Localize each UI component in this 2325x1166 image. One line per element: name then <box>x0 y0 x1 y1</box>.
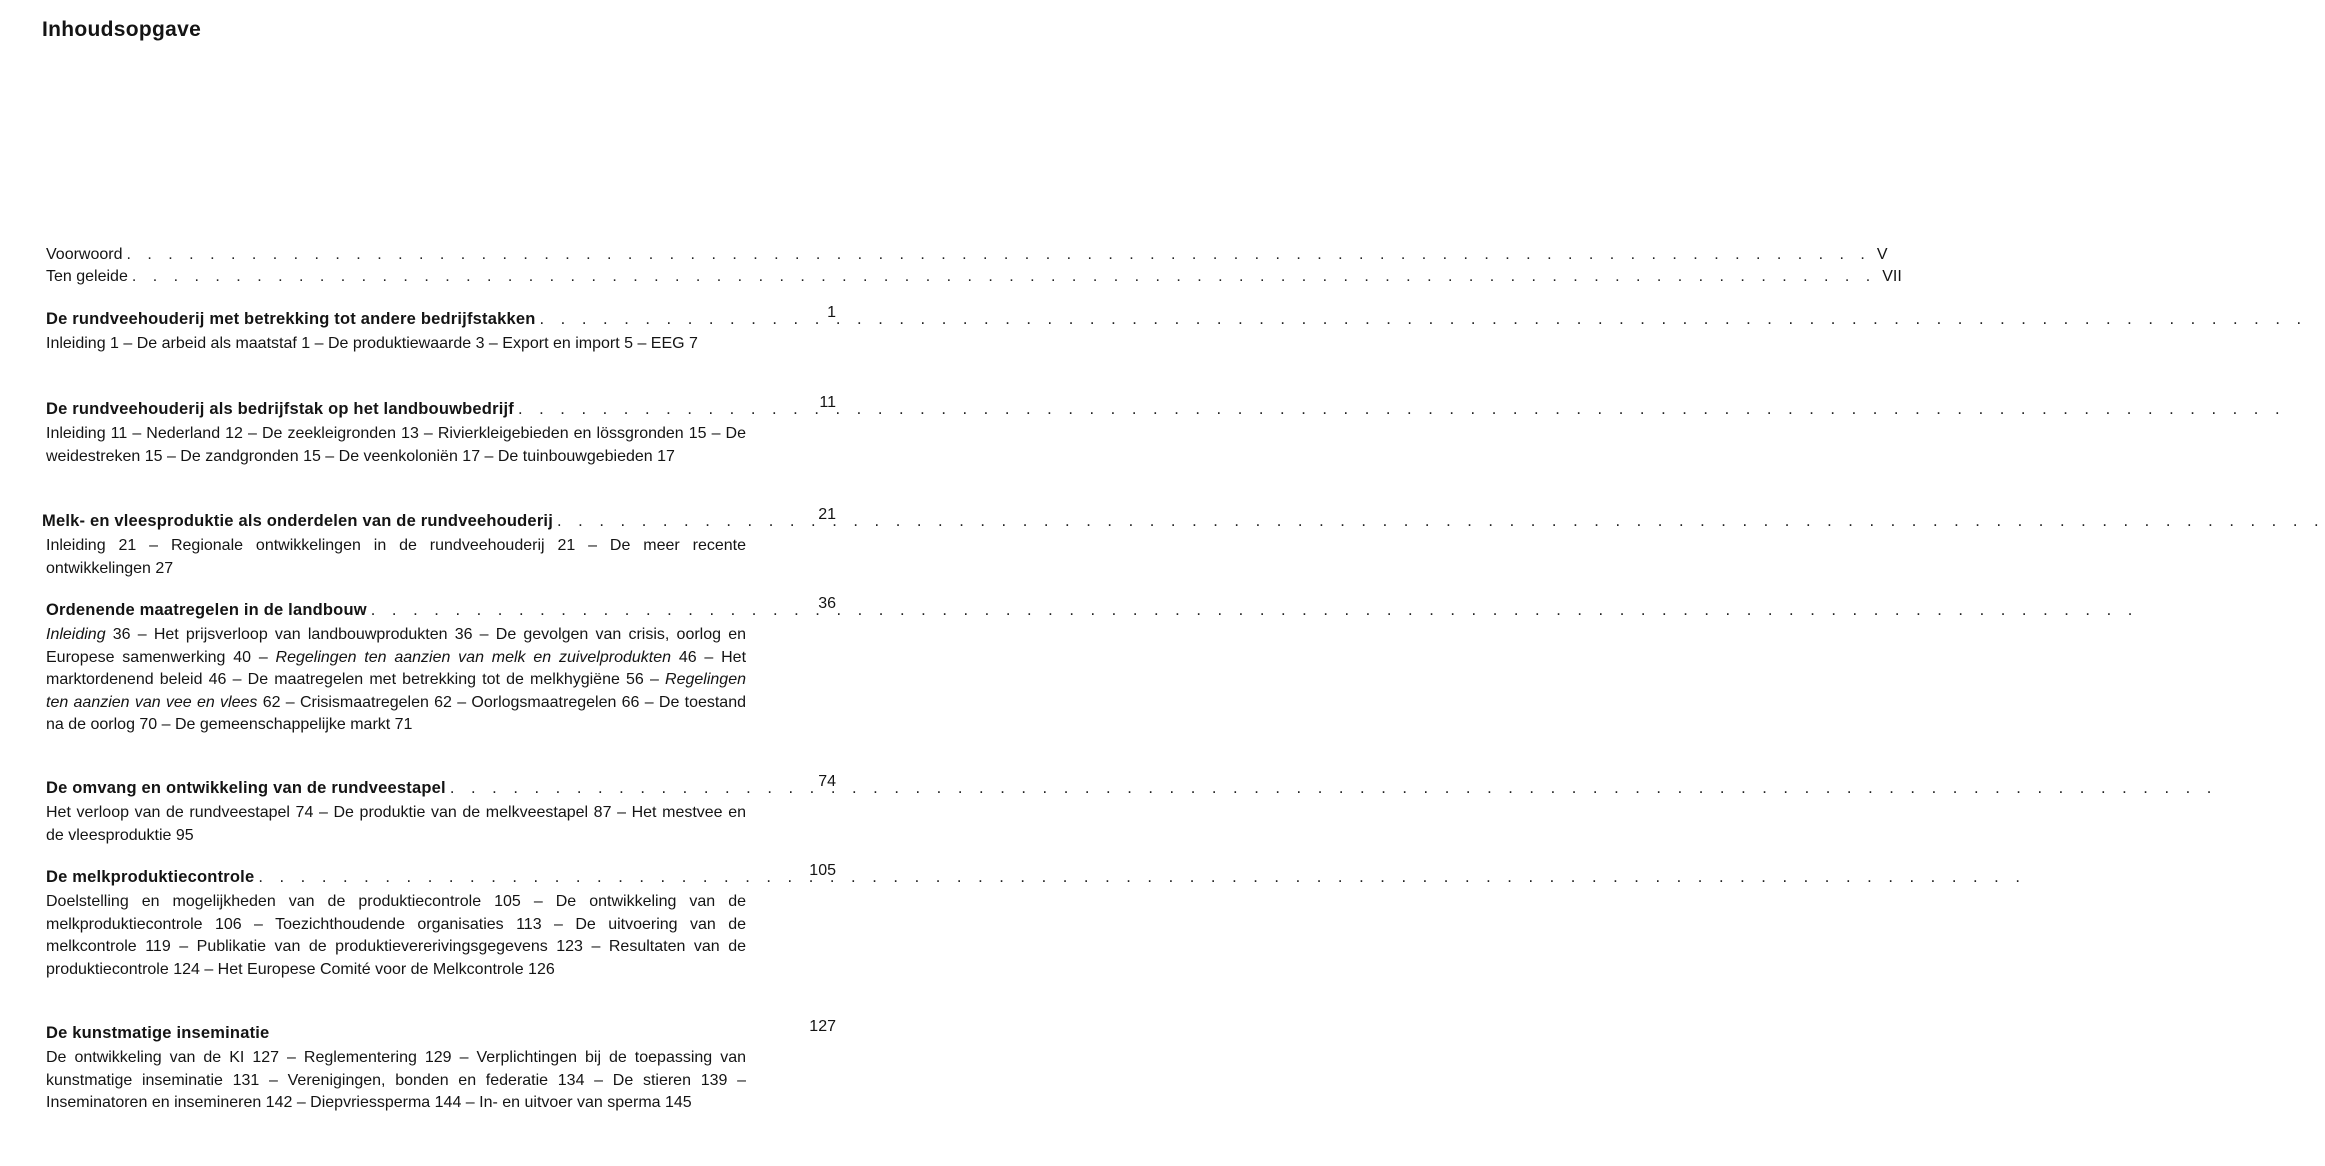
contents-text: Inleiding 21 – Regionale ontwikkelingen in de rundveehouderij 21 – De meer recente ontwikkelingen 27 <box>46 537 746 577</box>
chapter-page: 21 <box>818 506 836 523</box>
contents-text: 46 – Het marktordenend beleid 46 – De maatregelen met betrekking tot de melkhygiëne 56 – <box>46 648 747 688</box>
chapter-page: 74 <box>818 773 836 790</box>
dot-leader <box>371 601 2139 620</box>
chapter-heading <box>46 1018 836 1046</box>
chapter-heading <box>46 394 836 422</box>
toc-chapter[interactable] <box>46 304 836 356</box>
italic-subheading: Regelingen ten aanzien van vee en vlees <box>46 671 746 711</box>
chapter-heading <box>46 773 836 801</box>
dot-leader <box>450 779 2218 798</box>
page-title: Inhoudsopgave <box>42 18 202 41</box>
toc-chapter[interactable] <box>46 773 836 847</box>
italic-subheading: Inleiding <box>46 626 106 643</box>
chapter-contents <box>46 1047 746 1115</box>
contents-text: Doelstelling en mogelijkheden van de produktiecontrole 105 – De ontwikkeling van de melkproduktiecontrole 106 – Toezichthoudende organisaties 113 – De uitvoering van de melkcontrole 119 – Publikatie van de produktievererivingsgegevens 123 – Resultaten van de produktiecontrole 124 – Het Europese Comité voor de Melkcontrole 126 <box>46 893 746 978</box>
contents-text: 62 – Crisismaatregelen 62 – Oorlogsmaatregelen 66 – De toestand na de oorlog 70 – De gemeenschappelijke markt 71 <box>46 693 747 733</box>
dot-leader <box>518 400 2286 419</box>
dot-leader <box>540 310 2308 329</box>
contents-text: Inleiding 11 – Nederland 12 – De zeekleigronden 13 – Rivierkleigebieden en lössgronden 15 – De weidestreken 15 – De zandgronden 15 – De veenkoloniën 17 – De tuinbouwgebieden 17 <box>46 425 746 465</box>
chapter-title: De omvang en ontwikkeling van de rundveestapel <box>46 779 446 797</box>
chapter-title: De rundveehouderij met betrekking tot andere bedrijfstakken <box>46 310 536 328</box>
toc-entry-page: VII <box>1882 268 1902 285</box>
dot-leader <box>132 268 1876 286</box>
toc-chapter[interactable] <box>46 1018 836 1115</box>
chapter-heading <box>46 595 836 623</box>
chapter-page: 105 <box>809 862 836 879</box>
chapter-page: 1 <box>827 304 836 321</box>
chapter-contents <box>46 333 746 356</box>
toc-chapter[interactable] <box>46 862 836 981</box>
italic-subheading: Regelingen ten aanzien van melk en zuivelprodukten <box>275 648 672 666</box>
toc-entry-voorwoord[interactable] <box>46 246 1888 268</box>
chapter-title: De kunstmatige inseminatie <box>46 1024 270 1042</box>
chapter-title: Ordenende maatregelen in de landbouw <box>46 601 367 619</box>
toc-chapter[interactable] <box>42 506 836 580</box>
contents-text: 36 – Het prijsverloop van landbouwprodukten 36 – De gevolgen van crisis, oorlog en Europese samenwerking 40 – <box>46 626 746 666</box>
chapter-title: De melkproduktiecontrole <box>46 868 255 886</box>
dot-leader <box>127 246 1871 264</box>
chapter-page: 127 <box>809 1018 836 1035</box>
chapter-page: 36 <box>818 595 836 612</box>
chapter-contents <box>46 802 746 847</box>
chapter-heading <box>42 506 836 534</box>
toc-entry-label: Ten geleide <box>46 268 128 285</box>
contents-text: Inleiding 1 – De arbeid als maatstaf 1 – De produktiewaarde 3 – Export en import 5 – EEG 7 <box>46 335 698 352</box>
contents-text: Het verloop van de rundveestapel 74 – De produktie van de melkveestapel 87 – Het mestvee en de vleesproduktie 95 <box>46 804 746 844</box>
toc-entry-page: V <box>1876 246 1888 263</box>
chapter-title: Melk- en vleesproduktie als onderdelen van de rundveehouderij <box>42 512 554 530</box>
chapter-heading <box>46 862 836 890</box>
chapter-contents <box>46 624 746 737</box>
toc-chapter[interactable] <box>46 595 836 737</box>
toc-entry-label: Voorwoord <box>46 246 123 263</box>
toc-chapter[interactable] <box>46 394 836 468</box>
chapter-contents <box>46 535 746 580</box>
chapter-title: De rundveehouderij als bedrijfstak op het landbouwbedrijf <box>46 400 514 418</box>
chapter-contents <box>46 891 746 981</box>
contents-text: De ontwikkeling van de KI 127 – Reglementering 129 – Verplichtingen bij de toepassing van kunstmatige inseminatie 131 – Verenigingen, bonden en federatie 134 – De stieren 139 – Inseminatoren en insemineren 142 – Diepvriessperma 144 – In- en uitvoer van sperma 145 <box>46 1049 746 1111</box>
toc-entry-ten-geleide[interactable] <box>46 268 1902 290</box>
chapter-heading <box>46 304 836 332</box>
chapter-page: 11 <box>819 394 836 411</box>
chapter-contents <box>46 423 746 468</box>
dot-leader <box>258 868 2026 887</box>
